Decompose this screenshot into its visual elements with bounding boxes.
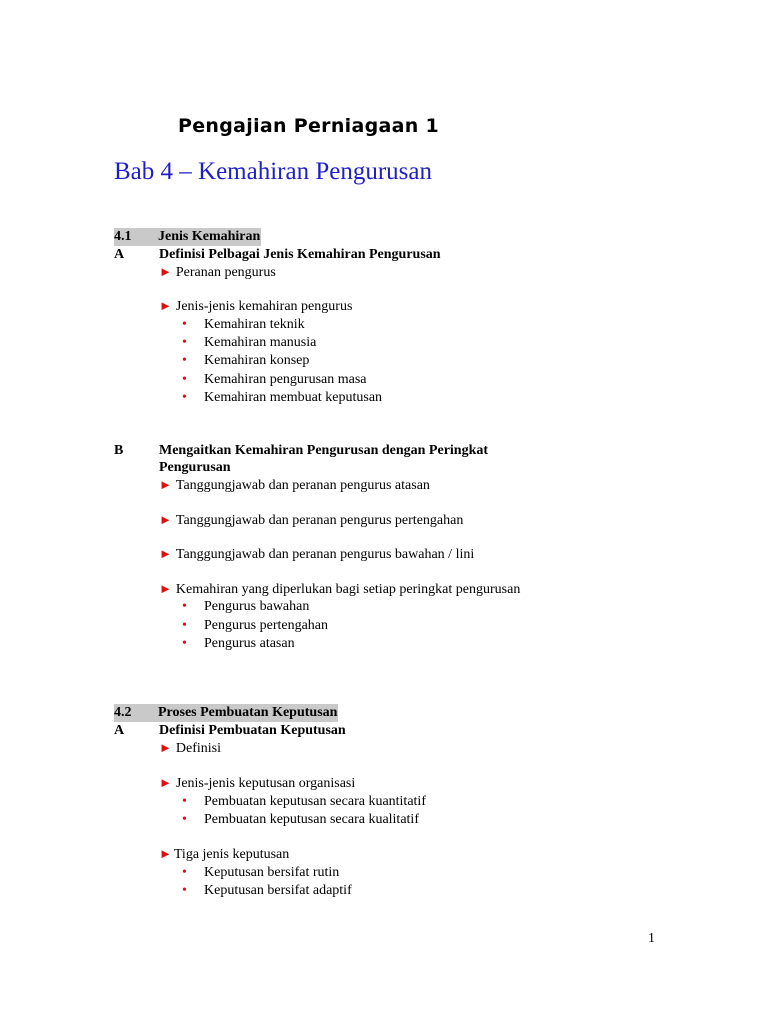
subsection-letter: B xyxy=(114,443,124,458)
red-triangle-arrow-icon: ► xyxy=(159,512,172,527)
point-item xyxy=(159,739,221,758)
point-label: Jenis-jenis keputusan organisasi xyxy=(175,776,356,791)
bullet-item xyxy=(182,811,419,829)
red-triangle-arrow-icon: ► xyxy=(159,298,172,313)
section-title: Proses Pembuatan Keputusan xyxy=(158,705,338,720)
red-triangle-arrow-icon: ► xyxy=(159,546,172,561)
bullet-item xyxy=(182,598,309,616)
red-dot-icon: • xyxy=(182,636,187,651)
point-item xyxy=(159,476,430,495)
point-label: Definisi xyxy=(175,741,221,756)
red-triangle-arrow-icon: ► xyxy=(159,581,172,596)
bullet-label: Keputusan bersifat rutin xyxy=(204,865,340,880)
subsection-letter: A xyxy=(114,723,125,738)
bullet-item xyxy=(182,793,426,811)
point-item xyxy=(159,263,276,282)
bullet-item xyxy=(182,316,305,334)
point-item xyxy=(159,774,355,793)
red-dot-icon: • xyxy=(182,335,187,350)
point-item xyxy=(159,545,474,564)
bullet-label: Kemahiran teknik xyxy=(204,317,305,332)
red-dot-icon: • xyxy=(182,390,187,405)
bullet-item xyxy=(182,334,316,352)
bullet-label: Pengurus bawahan xyxy=(204,599,310,614)
point-item xyxy=(159,511,463,530)
bullet-label: Pengurus atasan xyxy=(204,636,295,651)
bullet-label: Pembuatan keputusan secara kualitatif xyxy=(204,812,419,827)
subsection-letter: A xyxy=(114,247,125,262)
section-number: 4.2 xyxy=(114,704,158,722)
page-number: 1 xyxy=(648,931,655,946)
subsection-heading: Mengaitkan Kemahiran Pengurusan dengan Peringkat xyxy=(159,443,489,458)
point-item xyxy=(159,580,520,599)
point-label: Kemahiran yang diperlukan bagi setiap peringkat pengurusan xyxy=(175,582,521,597)
point-label: Jenis-jenis kemahiran pengurus xyxy=(175,299,353,314)
red-triangle-arrow-icon: ► xyxy=(159,775,172,790)
point-item xyxy=(159,297,352,316)
bullet-label: Kemahiran manusia xyxy=(204,335,317,350)
red-dot-icon: • xyxy=(182,599,187,614)
point-label: Tanggungjawab dan peranan pengurus atasan xyxy=(175,478,430,493)
bullet-item xyxy=(182,352,309,370)
red-triangle-arrow-icon: ► xyxy=(159,846,172,861)
red-dot-icon: • xyxy=(182,865,187,880)
red-triangle-arrow-icon: ► xyxy=(159,740,172,755)
red-dot-icon: • xyxy=(182,317,187,332)
bullet-item xyxy=(182,617,328,635)
subsection-heading: Definisi Pelbagai Jenis Kemahiran Pengurusan xyxy=(159,247,441,262)
subsection-heading-continued: Pengurusan xyxy=(159,460,231,475)
point-item xyxy=(159,845,289,864)
bullet-item xyxy=(182,864,339,882)
section-title: Jenis Kemahiran xyxy=(158,229,261,244)
bullet-label: Pembuatan keputusan secara kuantitatif xyxy=(204,794,426,809)
bullet-label: Kemahiran membuat keputusan xyxy=(204,390,383,405)
course-title: Pengajian Perniagaan 1 xyxy=(178,115,439,137)
red-dot-icon: • xyxy=(182,812,187,827)
red-triangle-arrow-icon: ► xyxy=(159,264,172,279)
red-triangle-arrow-icon: ► xyxy=(159,477,172,492)
bullet-label: Pengurus pertengahan xyxy=(204,618,329,633)
red-dot-icon: • xyxy=(182,372,187,387)
red-dot-icon: • xyxy=(182,794,187,809)
bullet-label: Kemahiran konsep xyxy=(204,353,310,368)
red-dot-icon: • xyxy=(182,883,187,898)
bullet-label: Keputusan bersifat adaptif xyxy=(204,883,352,898)
section-number: 4.1 xyxy=(114,228,158,246)
section-header-4-2 xyxy=(114,704,338,722)
point-label: Tiga jenis keputusan xyxy=(173,847,290,862)
bullet-item xyxy=(182,389,382,407)
subsection-heading: Definisi Pembuatan Keputusan xyxy=(159,723,346,738)
bullet-label: Kemahiran pengurusan masa xyxy=(204,372,367,387)
red-dot-icon: • xyxy=(182,353,187,368)
point-label: Tanggungjawab dan peranan pengurus bawahan / lini xyxy=(175,547,475,562)
bullet-item xyxy=(182,882,352,900)
point-label: Peranan pengurus xyxy=(175,265,276,280)
bullet-item xyxy=(182,635,295,653)
chapter-title: Bab 4 – Kemahiran Pengurusan xyxy=(114,158,432,185)
point-label: Tanggungjawab dan peranan pengurus pertengahan xyxy=(175,513,464,528)
bullet-item xyxy=(182,371,367,389)
section-header-4-1 xyxy=(114,228,261,246)
red-dot-icon: • xyxy=(182,618,187,633)
